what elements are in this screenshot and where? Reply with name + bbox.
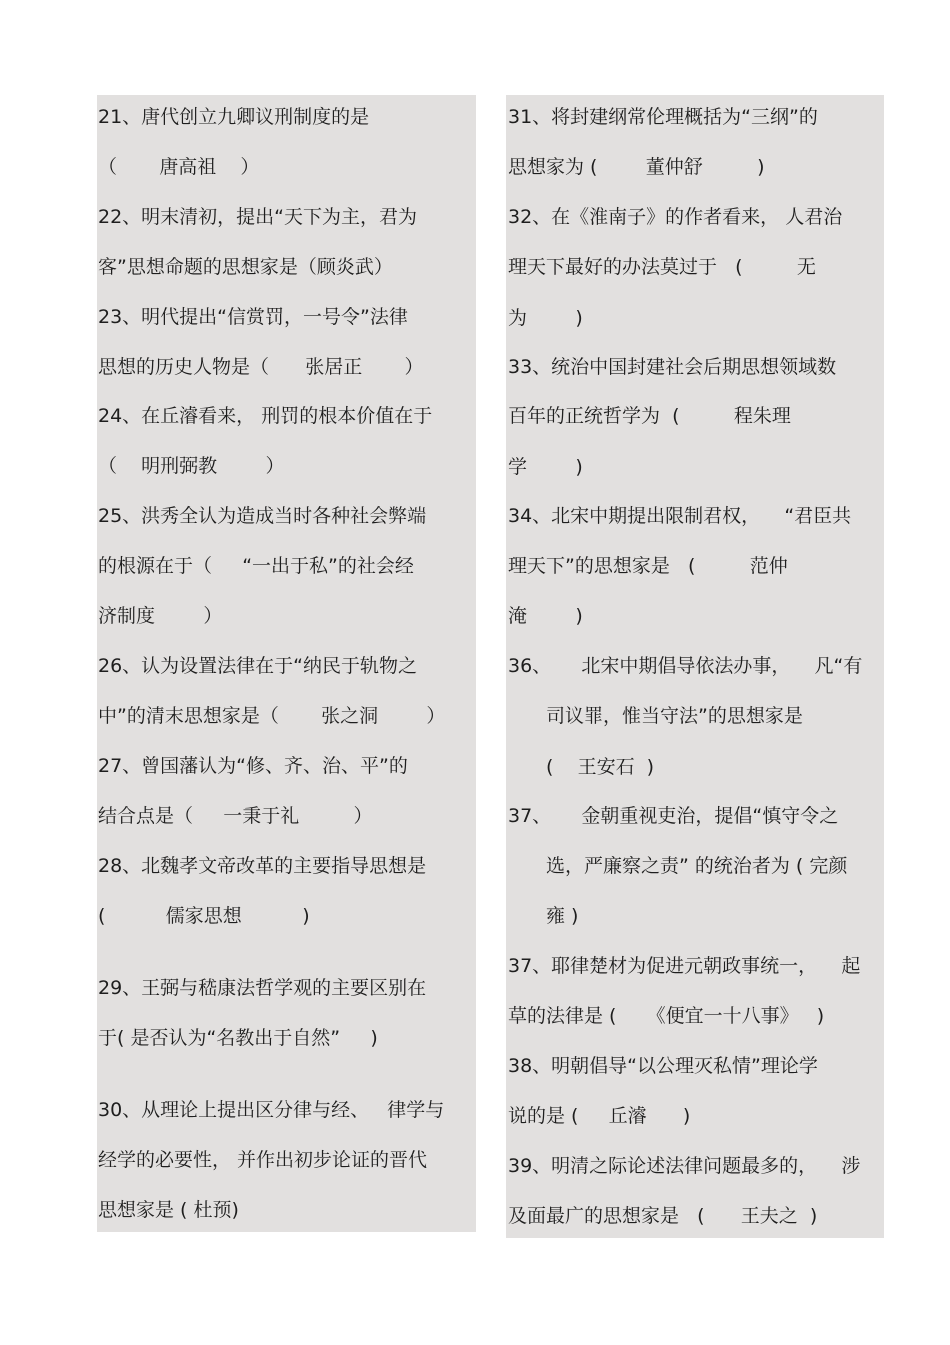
q28-line-2: ( 儒家思想 ) [98,905,310,927]
q29-line-2: 于( 是否认为“名教出于自然” ) [98,1027,378,1049]
q25-line-3: 济制度 ） [98,605,223,627]
q33-line-3: 学 ) [508,456,583,478]
q39-line-2: 及面最广的思想家是 ( 王夫之 ) [508,1205,818,1227]
q37b-line-1: 37、耶律楚材为促进元朝政事统一， 起 [508,955,861,977]
q33-line-1: 33、统治中国封建社会后期思想领域数 [508,356,837,378]
q25-line-2: 的根源在于（ “一出于私”的社会经 [98,555,414,577]
q34-line-1: 34、北宋中期提出限制君权， “君臣共 [508,505,852,527]
q34-line-2: 理天下”的思想家是 ( 范仲 [508,555,788,577]
q30-line-3: 思想家是 ( 杜预) [98,1199,239,1221]
q33-line-2: 百年的正统哲学为 ( 程朱理 [508,405,791,427]
q37a-line-1: 37、 金朝重视吏治，提倡“慎守令之 [508,805,839,827]
q28-line-1: 28、北魏孝文帝改革的主要指导思想是 [98,855,427,877]
q32-line-3: 为 ) [508,307,583,329]
q21-line-1: 21、唐代创立九卿议刑制度的是 [98,106,370,128]
q27-line-2: 结合点是（ 一秉于礼 ） [98,805,373,827]
q24-line-2: （ 明刑弼教 ） [98,455,285,477]
q38-line-1: 38、明朝倡导“以公理灭私情”理论学 [508,1055,818,1077]
q21-line-2: （ 唐高祖 ） [98,156,260,178]
q36-line-1: 36、 北宋中期倡导依法办事， 凡“有 [508,655,863,677]
q36-line-2: 司议罪，惟当守法”的思想家是 [546,705,803,727]
q26-line-1: 26、认为设置法律在于“纳民于轨物之 [98,655,418,677]
q22-line-2: 客”思想命题的思想家是（顾炎武） [98,256,393,278]
q30-line-1: 30、从理论上提出区分律与经、 律学与 [98,1099,445,1121]
q37a-line-2: 选，严廉察之责” 的统治者为 ( 完颜 [546,855,848,877]
q32-line-1: 32、在《淮南子》的作者看来， 人君治 [508,206,843,228]
q31-line-2: 思想家为 ( 董仲舒 ) [508,156,765,178]
q27-line-1: 27、曾国藩认为“修、齐、治、平”的 [98,755,408,777]
q23-line-2: 思想的历史人物是（ 张居正 ） [98,356,424,378]
q30-line-2: 经学的必要性， 并作出初步论证的晋代 [98,1149,428,1171]
q34-line-3: 淹 ) [508,605,583,627]
q38-line-2: 说的是 ( 丘濬 ) [508,1105,691,1127]
q37a-line-3: 雍 ) [546,905,579,927]
q29-line-1: 29、王弼与嵇康法哲学观的主要区别在 [98,977,427,999]
q25-line-1: 25、洪秀全认为造成当时各种社会弊端 [98,505,427,527]
q37b-line-2: 草的法律是 ( 《便宜一十八事》 ) [508,1005,825,1027]
q32-line-2: 理天下最好的办法莫过于 ( 无 [508,256,816,278]
q39-line-1: 39、明清之际论述法律问题最多的， 涉 [508,1155,861,1177]
q22-line-1: 22、明末清初，提出“天下为主，君为 [98,206,418,228]
q24-line-1: 24、在丘濬看来， 刑罚的根本价值在于 [98,405,433,427]
q31-line-1: 31、将封建纲常伦理概括为“三纲”的 [508,106,818,128]
q23-line-1: 23、明代提出“信赏罚，一号令”法律 [98,306,408,328]
q36-line-3: ( 王安石 ) [546,756,655,778]
q26-line-2: 中”的清末思想家是（ 张之洞 ） [98,705,446,727]
